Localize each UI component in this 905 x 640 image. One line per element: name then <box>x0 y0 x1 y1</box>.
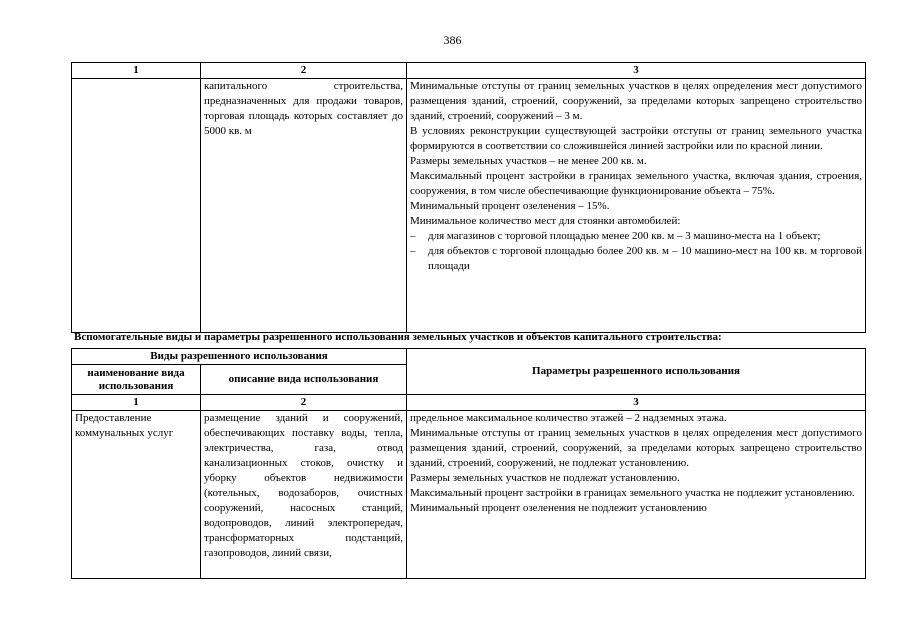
page-number: 386 <box>443 33 462 47</box>
parameter-line: Максимальный процент застройки в границах земельного участка, включая здания, строения, сооружения, в том числе обеспечивающие функционирование объекта – 75%. <box>410 170 862 197</box>
parameter-line: Минимальные отступы от границ земельных участков в целях определения мест допустимого размещения зданий, строений, сооружений, за пределами которых запрещено строительство зданий, строений, сооружений, не подлежат установлению. <box>410 427 863 469</box>
parameter-line: В условиях реконструкции существующей застройки отступы от границ земельного участка формируются в соответствии со сложившейся линией застройки или по красной линии. <box>410 125 862 152</box>
column-number-row <box>72 395 866 411</box>
column-number-row <box>72 63 866 79</box>
section-title: Вспомогательные виды и параметры разрешенного использования земельных участков и объектов капитального строительства: <box>74 331 722 343</box>
dash-list-item: – для магазинов с торговой площадью менее 200 кв. м – 3 машино-места на 1 объект; <box>410 229 862 244</box>
column-number-2: 2 <box>201 395 407 411</box>
column-number-3: 3 <box>407 63 866 79</box>
parameter-line: Минимальное количество мест для стоянки автомобилей: <box>410 215 681 227</box>
main-uses-table <box>71 62 866 333</box>
column-number-3: 3 <box>407 395 866 411</box>
parameters-header: Параметры разрешенного использования <box>407 349 866 395</box>
use-description-cell: размещение зданий и сооружений, обеспечивающих поставку воды, тепла, электричества, газа, отвод канализационных стоков, очистку и уборку объектов недвижимости (котельных, водозаборов, очистных сооружений, насосных станций, водопроводов, линий электропередач, трансформаторных подстанций, газопроводов, линий связи, <box>201 411 407 579</box>
use-name-header: наименование вида использования <box>72 365 201 395</box>
use-name-cell: Предоставление коммунальных услуг <box>72 411 201 579</box>
parameter-line: Минимальный процент озеленения – 15%. <box>410 200 610 212</box>
table-row <box>72 411 866 579</box>
use-description-header: описание вида использования <box>201 365 407 395</box>
column-number-2: 2 <box>201 63 407 79</box>
parameter-line: Минимальные отступы от границ земельных участков в целях определения мест допустимого размещения зданий, строений, сооружений, за пределами которых запрещено строительство зданий, строений, сооружений – 3 м. <box>410 80 862 122</box>
table-row <box>72 79 866 333</box>
parameters-cell <box>407 411 866 579</box>
auxiliary-uses-table <box>71 348 866 579</box>
parameter-line: Размеры земельных участков – не менее 200 кв. м. <box>410 155 647 167</box>
dash-list-item: – для объектов с торговой площадью более 200 кв. м – 10 машино-мест на 100 кв. м торговой площади <box>410 244 862 274</box>
parameter-line: Минимальный процент озеленения не подлежит установлению <box>410 502 707 514</box>
parameter-line: предельное максимальное количество этажей – 2 надземных этажа. <box>410 412 727 424</box>
use-description-cell: капитального строительства, предназначенных для продажи товаров, торговая площадь которых составляет до 5000 кв. м <box>201 79 407 333</box>
column-number-1: 1 <box>72 395 201 411</box>
parameters-cell <box>407 79 866 333</box>
use-name-cell <box>72 79 201 333</box>
header-group-cell: Виды разрешенного использования <box>72 349 407 365</box>
parameter-line: Максимальный процент застройки в границах земельного участка не подлежит установлению. <box>410 487 855 499</box>
parameter-line: Размеры земельных участков не подлежат установлению. <box>410 472 680 484</box>
column-number-1: 1 <box>72 63 201 79</box>
header-group-row <box>72 349 866 365</box>
